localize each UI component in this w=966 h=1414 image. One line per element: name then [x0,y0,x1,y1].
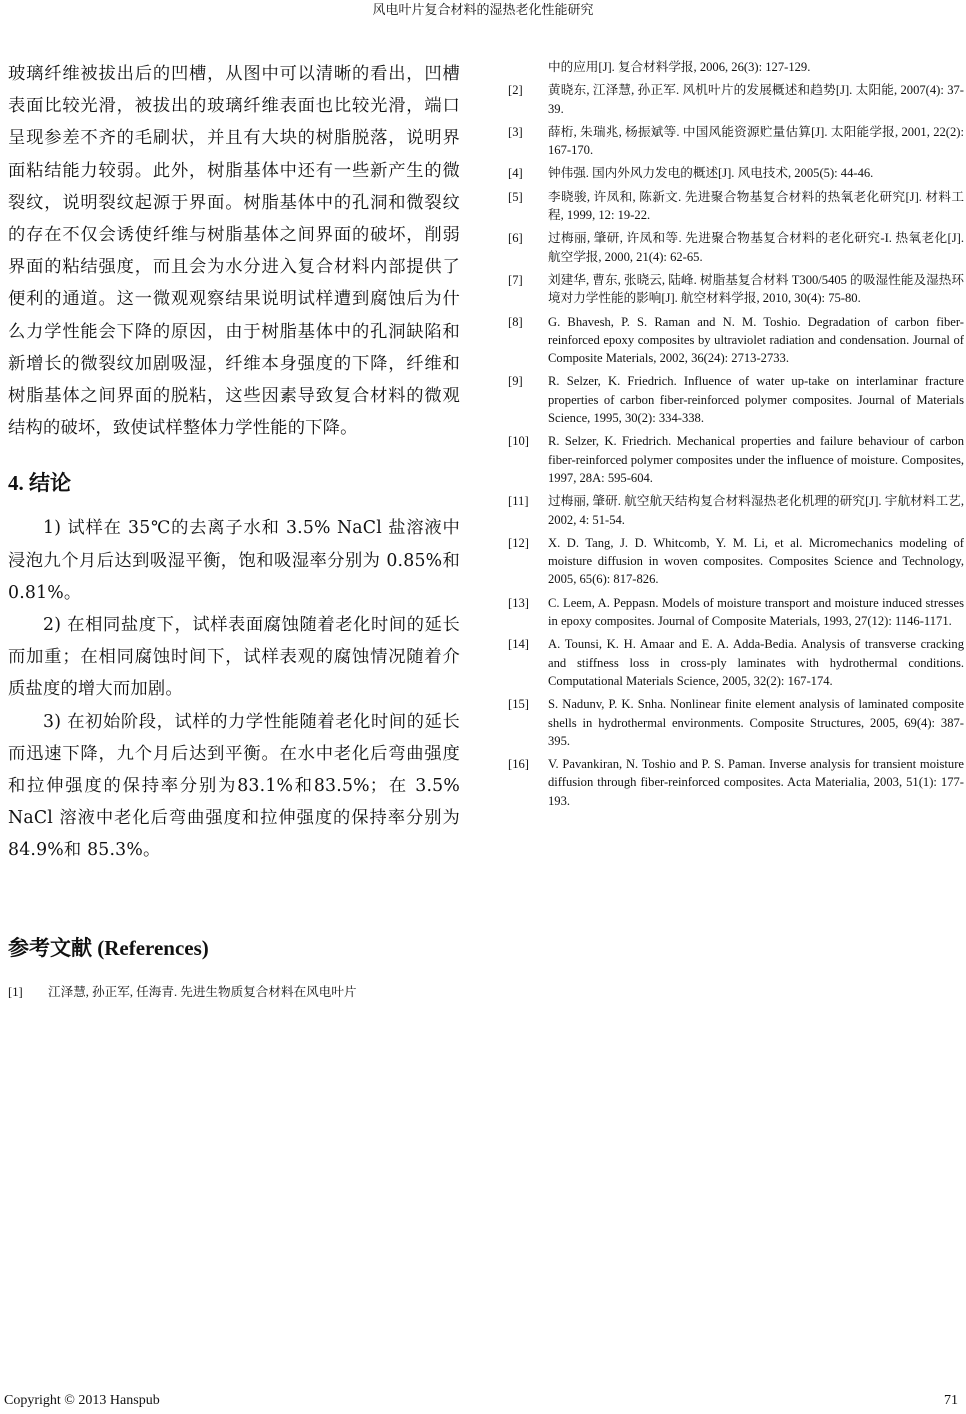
reference-text: V. Pavankiran, N. Toshio and P. S. Paman. Inverse analysis for transient moisture diffusion through fiber-reinforced composites. Acta Materialia, 2003, 51(1): 177-193. [548,757,964,808]
running-header: 风电叶片复合材料的湿热老化性能研究 [372,3,594,18]
reference-item-12 [508,534,964,589]
reference-number: [4] [508,166,523,181]
reference-item-11 [508,492,964,529]
references-heading: 参考文献 (References) [8,935,209,960]
reference-item-8 [508,313,964,368]
reference-number: [11] [508,494,529,509]
reference-item-3 [508,123,964,160]
reference-text: 刘建华, 曹东, 张晓云, 陆峰. 树脂基复合材料 T300/5405 的吸湿性能及湿热环境对力学性能的影响[J]. 航空材料学报, 2010, 30(4): 75-80. [548,272,964,306]
reference-item-13 [508,594,964,631]
reference-item-6 [508,229,964,266]
right-column [508,58,964,815]
reference-number: [15] [508,697,529,712]
reference-item-4 [508,164,964,182]
reference-item-10 [508,432,964,487]
reference-text: 黄晓东, 江泽慧, 孙正军. 风机叶片的发展概述和趋势[J]. 太阳能, 2007(4): 37-39. [548,83,964,116]
left-column [8,58,460,1006]
reference-number: [1] [8,984,23,999]
reference-text: S. Nadunv, P. K. Snha. Nonlinear finite element analysis of laminated composite shells in hydrothermal environments. Composite Structures, 2005, 69(4): 387-395. [548,697,964,748]
reference-item-1 [8,983,460,1001]
reference-text: 过梅丽, 肇研. 航空航天结构复合材料湿热老化机理的研究[J]. 宇航材料工艺, 2002, 4: 51-54. [548,494,964,527]
reference-number: [12] [508,535,529,550]
conclusion-item-2: 2) 在相同盐度下，试样表面腐蚀随着老化时间的延长而加重；在相同腐蚀时间下，试样表观的腐蚀情况随着介质盐度的增大而加剧。 [8,615,460,700]
reference-text: 李晓骏, 许凤和, 陈新文. 先进聚合物基复合材料的热氧老化研究[J]. 材料工程, 1999, 12: 19-22. [548,189,964,223]
reference-item-1-continued: 中的应用[J]. 复合材料学报, 2006, 26(3): 127-129. [548,60,811,74]
reference-text: A. Tounsi, K. H. Amaar and E. A. Adda-Bedia. Analysis of transverse cracking and stiffness loss in cross-ply laminates with hydrothermal conditions. Computational Materials Science, 2005, 32(2): 167-174. [548,637,964,688]
section-heading-conclusion: 4. 结论 [8,471,71,496]
reference-text: X. D. Tang, J. D. Whitcomb, Y. M. Li, et al. Micromechanics modeling of moisture diffusion in woven composites. Composites Science and Technology, 2005, 65(6): 817-826. [548,535,964,587]
reference-item-16 [508,755,964,810]
reference-number: [10] [508,434,529,449]
reference-item-5 [508,188,964,225]
reference-number: [6] [508,231,523,246]
conclusion-item-3: 3) 在初始阶段，试样的力学性能随着老化时间的延长而迅速下降，九个月后达到平衡。在水中老化后弯曲强度和拉伸强度的保持率分别为83.1%和83.5%；在 3.5% NaCl 溶液中老化后弯曲强度和拉伸强度的保持率分别为 84.9%和 85.3%。 [8,711,460,861]
reference-text: 薛桁, 朱瑞兆, 杨振斌等. 中国风能资源贮量估算[J]. 太阳能学报, 2001, 22(2): 167-170. [548,124,964,158]
body-paragraph: 玻璃纤维被拔出后的凹槽，从图中可以清晰的看出，凹槽表面比较光滑，被拔出的玻璃纤维表面也比较光滑，端口呈现参差不齐的毛刷状，并且有大块的树脂脱落，说明界面粘结能力较弱。此外，树脂基体中还有一些新产生的微裂纹，说明裂纹起源于界面。树脂基体中的孔洞和微裂纹的存在不仅会诱使纤维与树脂基体之间界面的破坏，削弱界面的粘结强度，而且会为水分进入复合材料内部提供了便利的通道。这一微观观察结果说明试样遭到腐蚀后为什么力学性能会下降的原因，由于树脂基体中的孔洞缺陷和新增长的微裂纹加剧吸湿，纤维本身强度的下降，纤维和树脂基体之间界面的脱粘，这些因素导致复合材料的微观结构的破坏，致使试样整体力学性能的下降。 [8,64,460,439]
reference-number: [14] [508,637,529,652]
reference-text: R. Selzer, K. Friedrich. Influence of water up-take on interlaminar fracture properties of carbon fiber-reinforced polymer composites. Journal of Materials Science, 1995, 30(2): 334-338. [548,374,964,426]
reference-number: [8] [508,314,523,329]
reference-number: [7] [508,272,523,287]
reference-item-14 [508,635,964,690]
reference-text: 钟伟强. 国内外风力发电的概述[J]. 风电技术, 2005(5): 44-46. [548,166,874,181]
reference-text: 江泽慧, 孙正军, 任海青. 先进生物质复合材料在风电叶片 [48,984,357,999]
reference-number: [2] [508,83,523,98]
reference-number: [9] [508,374,523,389]
reference-number: [3] [508,124,523,139]
reference-item-2 [508,81,964,118]
conclusion-item-1: 1) 试样在 35℃的去离子水和 3.5% NaCl 盐溶液中浸泡九个月后达到吸湿平衡，饱和吸湿率分别为 0.85%和 0.81%。 [8,518,460,603]
reference-list [508,81,964,810]
reference-text: R. Selzer, K. Friedrich. Mechanical properties and failure behaviour of carbon fiber-reinforced polymer composites under the influence of moisture. Composites, 1997, 28A: 595-604. [548,434,964,485]
reference-item-15 [508,695,964,750]
reference-text: G. Bhavesh, P. S. Raman and N. M. Toshio. Degradation of carbon fiber-reinforced epoxy composites by ultraviolet radiation and condensation. Journal of Composite Materials, 2002, 36(24): 2713-2733. [548,314,964,366]
reference-number: [5] [508,189,523,204]
reference-item-9 [508,372,964,427]
reference-number: [16] [508,757,529,772]
footer-page-number: 71 [944,1393,958,1408]
reference-text: 过梅丽, 肇研, 许凤和等. 先进聚合物基复合材料的老化研究-I. 热氧老化[J]. 航空学报, 2000, 21(4): 62-65. [548,231,964,264]
reference-item-7 [508,271,964,308]
footer-copyright: Copyright © 2013 Hanspub [4,1393,160,1408]
reference-text: C. Leem, A. Peppasn. Models of moisture transport and moisture induced stresses in epoxy composites. Journal of Composite Materials, 1993, 27(12): 1146-1171. [548,595,964,629]
reference-number: [13] [508,595,529,610]
